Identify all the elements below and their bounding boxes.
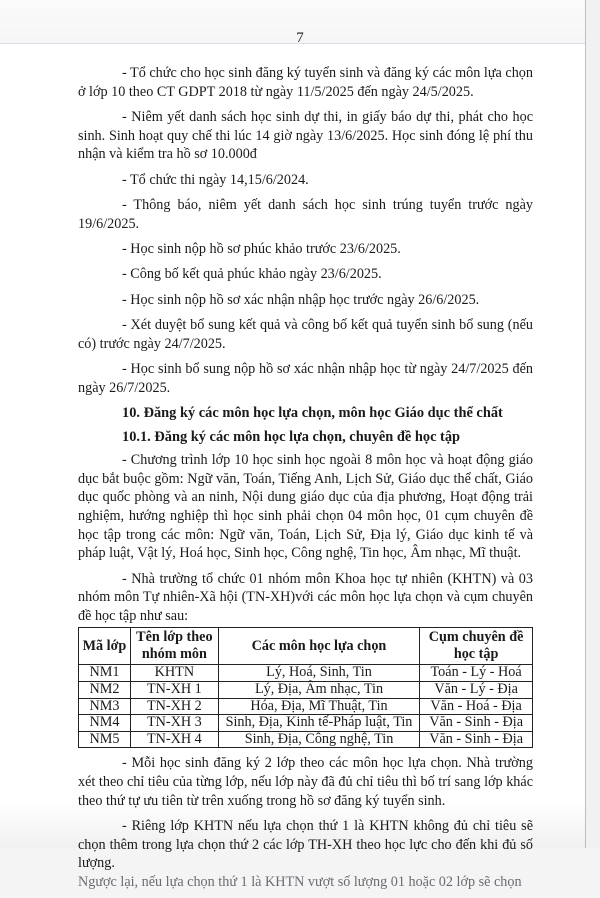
intro-paragraph: - Chương trình lớp 10 học sinh học ngoài 8 môn học và hoạt động giáo dục bắt buộc gồm: Ngữ văn, Toán, Tiếng Anh, Lịch Sử, Giáo dục thể chất, Giáo dục quốc phòng và an ninh, Nội dung giáo dục của địa phương, Hoạt động trải nghiệm, hướng nghiệp thì học sinh phải chọn 04 môn học, 01 cụm chuyên đề học tập trong các môn: Ngữ văn, Toán, Lịch Sử, Địa lý, Giáo dục kinh tế và pháp luật, Vật lý, Hoá học, Sinh học, Công nghệ, Tin học, Âm nhạc, Mĩ thuật. — [78, 452, 533, 562]
cell-class-name: TN-XH 4 — [130, 731, 218, 748]
table-row — [79, 731, 533, 748]
cell-class-name: TN-XH 2 — [130, 698, 218, 715]
schedule-item: - Học sinh bổ sung nộp hồ sơ xác nhận nhập học từ ngày 24/7/2025 đến ngày 26/7/2025. — [78, 361, 533, 396]
cell-elective-subjects: Lý, Địa, Âm nhạc, Tin — [218, 682, 419, 699]
cell-class-code: NM1 — [79, 665, 131, 682]
schedule-item: - Học sinh nộp hồ sơ xác nhận nhập học trước ngày 26/6/2025. — [122, 291, 480, 308]
cell-topic-cluster: Toán - Lý - Hoá — [420, 665, 533, 682]
cell-elective-subjects: Lý, Hoá, Sinh, Tin — [218, 665, 419, 682]
cell-class-name: KHTN — [130, 665, 218, 682]
after-paragraph: - Riêng lớp KHTN nếu lựa chọn thứ 1 là KHTN không đủ chỉ tiêu sẽ chọn thêm trong lựa chọn thứ 2 các lớp TH-XH theo học lực cho đến khi đủ số lượng. — [78, 817, 533, 872]
subsection-heading: 10.1. Đăng ký các môn học lựa chọn, chuyên đề học tập — [122, 428, 461, 445]
page-number: 7 — [296, 30, 304, 46]
cell-topic-cluster: Văn - Hoá - Địa — [420, 698, 533, 715]
subject-groups-table — [78, 627, 533, 748]
cell-topic-cluster: Văn - Sinh - Địa — [420, 731, 533, 748]
schedule-item: - Thông báo, niêm yết danh sách học sinh trúng tuyển trước ngày 19/6/2025. — [78, 196, 533, 232]
schedule-item: - Niêm yết danh sách học sinh dự thi, in giấy báo dự thi, phát cho học sinh. Sinh hoạt quy chế thi lúc 14 giờ ngày 13/6/2025. Học sinh đóng lệ phí thu nhận và kiểm tra hồ sơ 10.000đ — [78, 108, 533, 163]
cell-class-code: NM4 — [79, 715, 131, 732]
cell-topic-cluster: Văn - Sinh - Địa — [420, 715, 533, 732]
cell-class-code: NM2 — [79, 682, 131, 699]
page-right-edge — [585, 0, 600, 848]
header-topic-cluster: Cụm chuyên đề học tập — [420, 628, 533, 665]
table-row — [79, 715, 533, 732]
cell-elective-subjects: Sinh, Địa, Công nghệ, Tin — [218, 731, 419, 748]
cell-class-name: TN-XH 1 — [130, 682, 218, 699]
header-class-name: Tên lớp theo nhóm môn — [130, 628, 218, 665]
intro-paragraph: - Nhà trường tổ chức 01 nhóm môn Khoa học tự nhiên (KHTN) và 03 nhóm môn Tự nhiên-Xã hội (TN-XH)với các môn học lựa chọn và cụm chuyên đề học tập như sau: — [78, 570, 533, 624]
table-row — [79, 698, 533, 715]
table-row — [79, 682, 533, 699]
cell-elective-subjects: Sinh, Địa, Kinh tế-Pháp luật, Tin — [218, 715, 419, 732]
table-header-row — [79, 628, 533, 665]
schedule-item: - Học sinh nộp hồ sơ phúc khảo trước 23/6/2025. — [122, 240, 401, 257]
trailing-line: Ngược lại, nếu lựa chọn thứ 1 là KHTN vượt số lượng 01 hoặc 02 lớp sẽ chọn — [78, 873, 522, 890]
section-heading: 10. Đăng ký các môn học lựa chọn, môn học Giáo dục thể chất — [122, 405, 503, 422]
cell-class-code: NM5 — [79, 731, 131, 748]
cell-class-name: TN-XH 3 — [130, 715, 218, 732]
table-row — [79, 665, 533, 682]
header-elective-subjects: Các môn học lựa chọn — [218, 628, 419, 665]
cell-elective-subjects: Hóa, Địa, Mĩ Thuật, Tin — [218, 698, 419, 715]
schedule-item: - Xét duyệt bổ sung kết quả và công bố kết quả tuyển sinh bổ sung (nếu có) trước ngày 24/7/2025. — [78, 317, 533, 352]
schedule-item: - Công bố kết quả phúc khảo ngày 23/6/2025. — [122, 266, 382, 283]
schedule-item: - Tổ chức cho học sinh đăng ký tuyển sinh và đăng ký các môn lựa chọn ở lớp 10 theo CT GDPT 2018 từ ngày 11/5/2025 đến ngày 24/5/2025. — [78, 65, 533, 100]
cell-topic-cluster: Văn - Lý - Địa — [420, 682, 533, 699]
after-paragraph: - Mỗi học sinh đăng ký 2 lớp theo các môn học lựa chọn. Nhà trường xét theo chỉ tiêu của từng lớp, nếu lớp này đã đủ chỉ tiêu thì bố trí sang lớp khác theo thứ tự ưu tiên từ trên xuống trong hồ sơ đăng ký tuyển sinh. — [78, 755, 533, 809]
header-class-code: Mã lớp — [79, 628, 131, 665]
schedule-item: - Tổ chức thi ngày 14,15/6/2024. — [122, 171, 309, 188]
document-body — [78, 64, 533, 898]
cell-class-code: NM3 — [79, 698, 131, 715]
